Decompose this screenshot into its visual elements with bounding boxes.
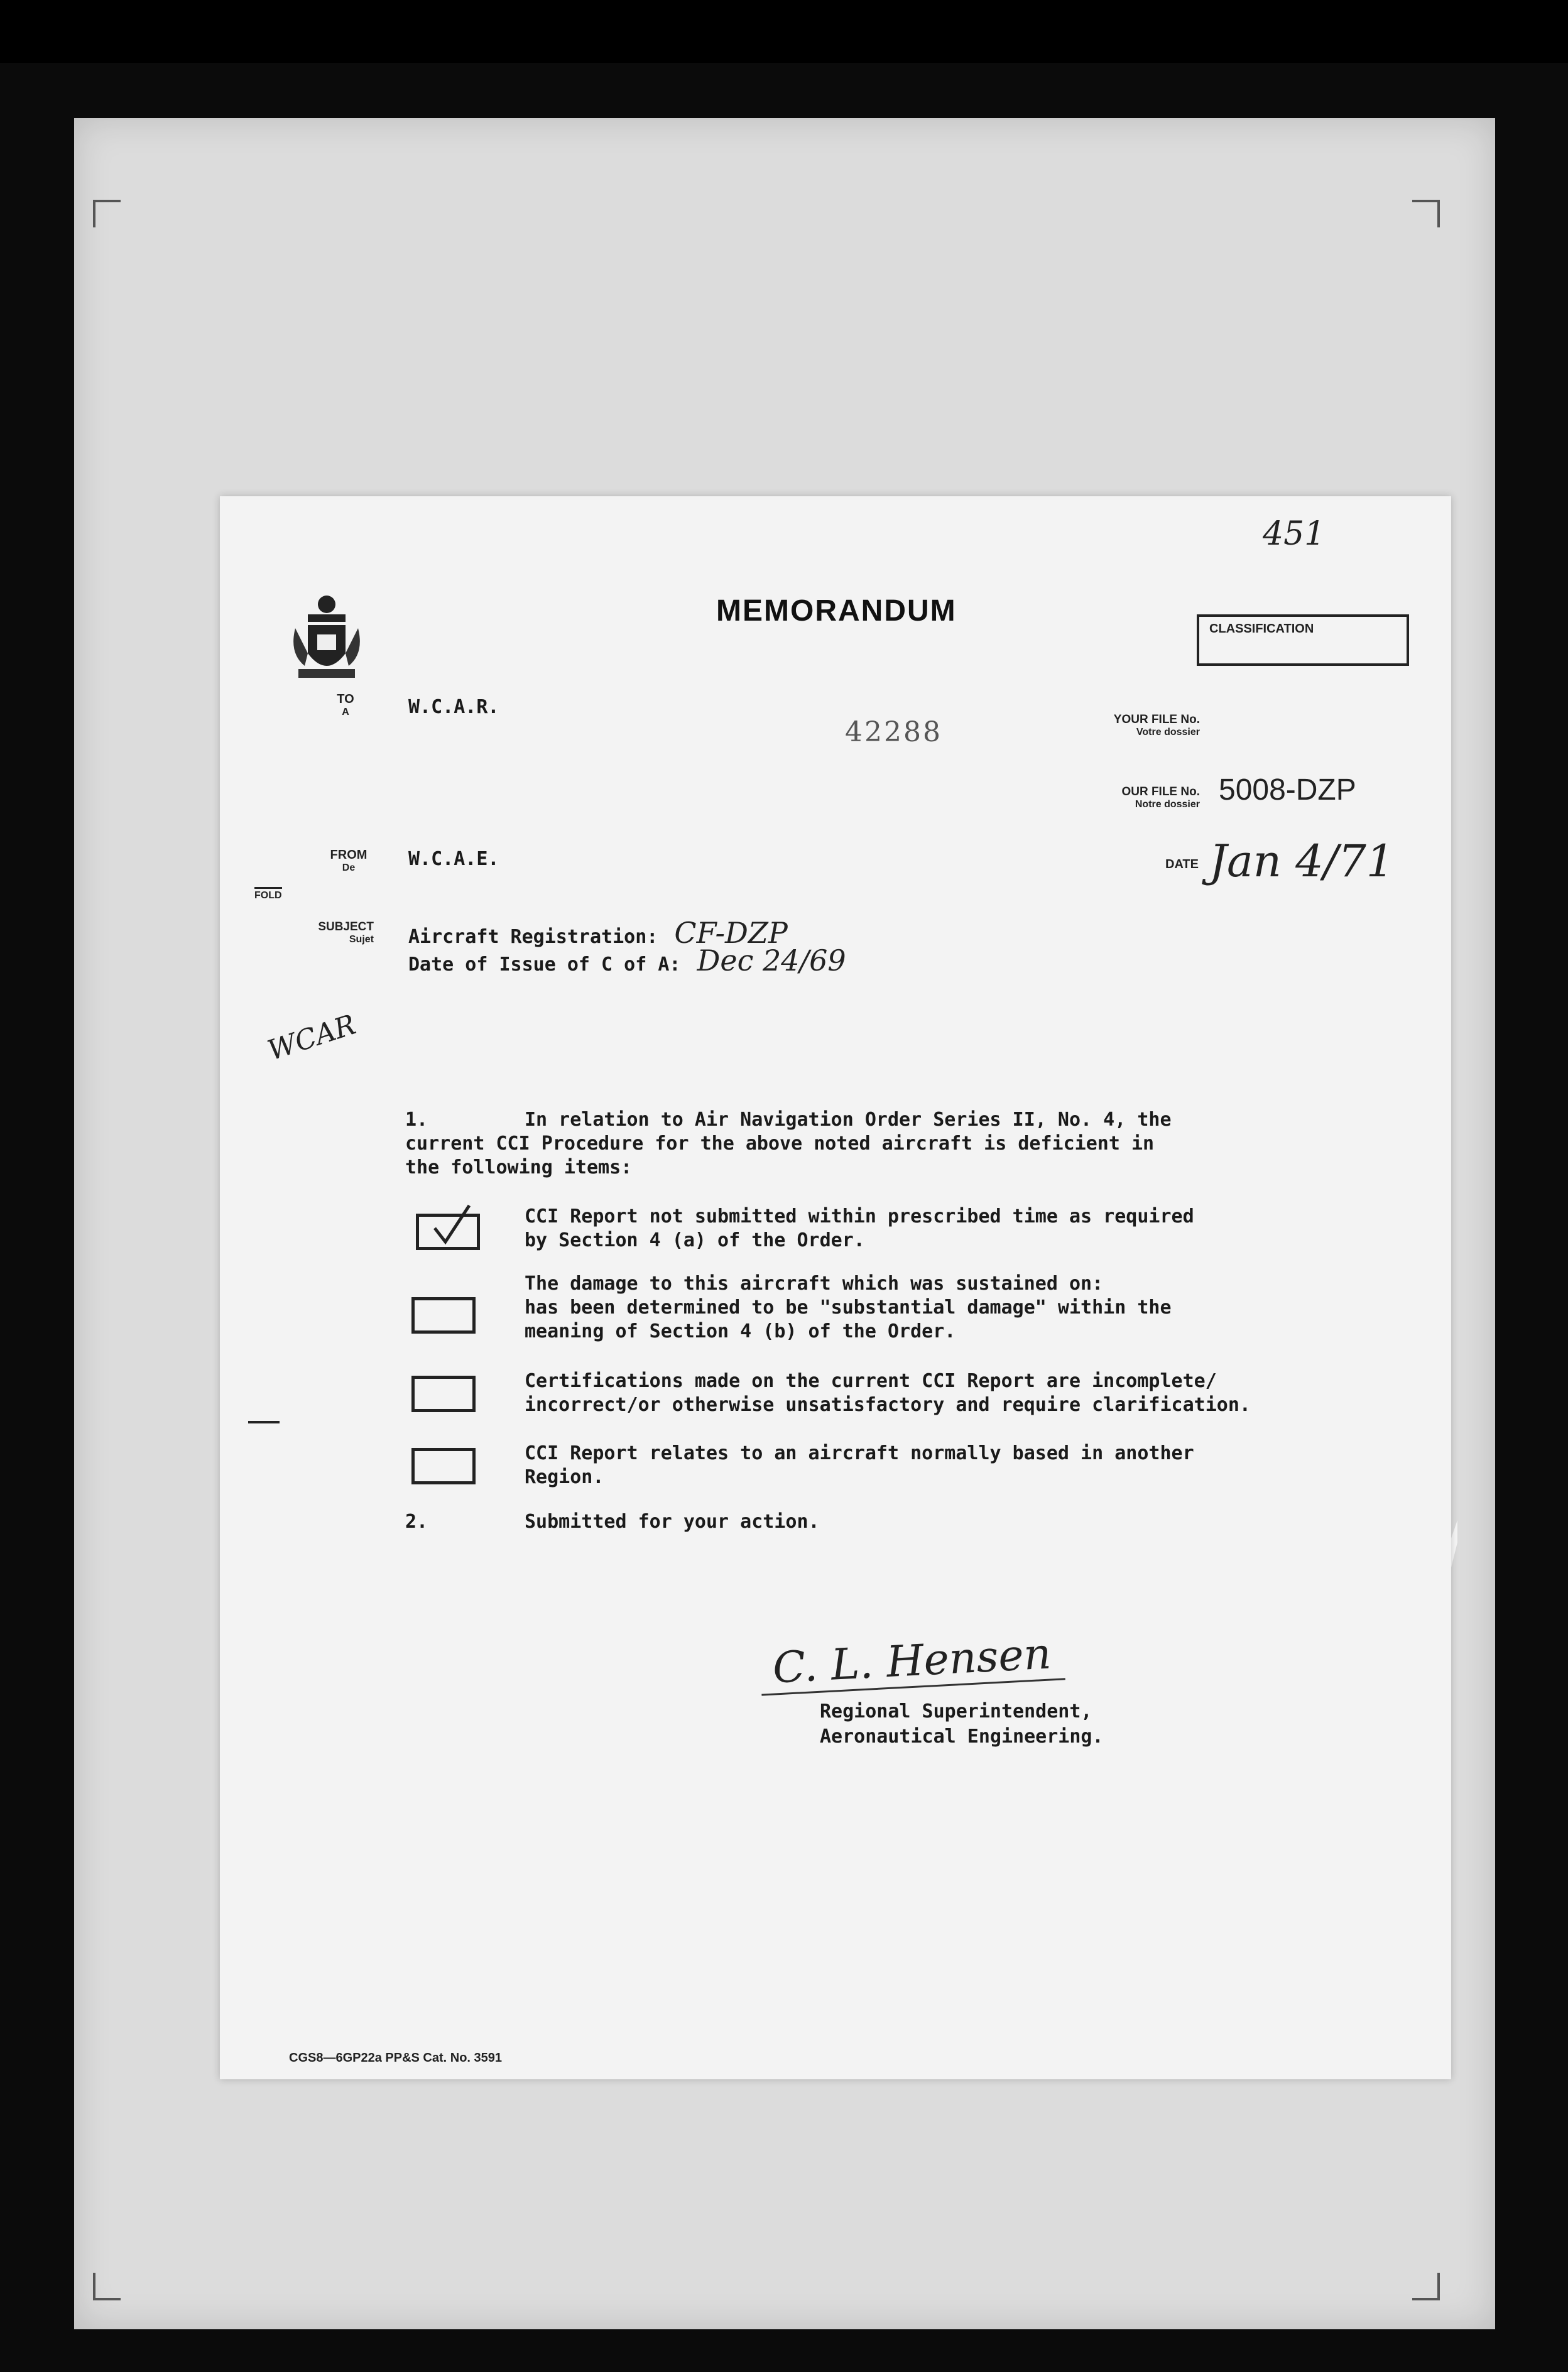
item-2-text: The damage to this aircraft which was sustained on: has been determined to be "substantial damage" within the meaning of Section 4 (b) of the Order.: [525, 1273, 1172, 1342]
classification-label: CLASSIFICATION: [1209, 622, 1314, 636]
para2-text: Submitted for your action.: [525, 1511, 820, 1533]
page-number: 451: [1263, 515, 1326, 553]
para2-number: 2.: [405, 1511, 428, 1533]
item-4-text: CCI Report relates to an aircraft normally based in another Region.: [525, 1442, 1194, 1488]
crop-mark: [1412, 2273, 1440, 2300]
subject-line-2: Date of Issue of C of A: Dec 24/69: [408, 944, 846, 977]
para1-number: 1.: [405, 1109, 428, 1131]
checkbox-item-4: [411, 1448, 476, 1484]
to-value: W.C.A.R.: [408, 696, 499, 718]
crop-mark: [1412, 200, 1440, 227]
checkbox-item-1: [416, 1214, 480, 1250]
to-label: TO A: [337, 692, 354, 717]
our-file-value: 5008-DZP: [1219, 773, 1356, 807]
crop-mark: [93, 2273, 121, 2300]
check-mark-icon: [419, 1217, 477, 1247]
your-file-label: YOUR FILE No. Votre dossier: [1113, 713, 1200, 737]
checkbox-item-2: [411, 1297, 476, 1334]
memo-title: MEMORANDUM: [716, 594, 957, 628]
subject-line-1: Aircraft Registration: CF-DZP: [408, 916, 788, 950]
date-label: DATE: [1165, 857, 1199, 871]
from-label: FROM De: [330, 848, 368, 873]
margin-note: WCAR: [264, 1008, 360, 1067]
registration-value: CF-DZP: [674, 916, 788, 950]
para1-line-1: In relation to Air Navigation Order Series II, No. 4, the: [525, 1109, 1172, 1131]
subject-label: SUBJECT Sujet: [318, 920, 374, 945]
checkbox-item-3: [411, 1376, 476, 1412]
memorandum-page: [220, 496, 1451, 2079]
from-value: W.C.A.E.: [408, 848, 499, 870]
issue-date-value: Dec 24/69: [697, 944, 846, 977]
date-value: Jan 4/71: [1209, 835, 1395, 887]
para1-line-2: current CCI Procedure for the above noted aircraft is deficient in: [405, 1133, 1155, 1155]
form-code: CGS8—6GP22a PP&S Cat. No. 3591: [289, 2051, 503, 2065]
our-file-label: OUR FILE No. Notre dossier: [1121, 785, 1200, 810]
item-3-text: Certifications made on the current CCI Report are incomplete/ incorrect/or otherwise unsatisfactory and require clarification.: [525, 1370, 1251, 1416]
film-edge: [0, 0, 1568, 63]
stamp-number: 42288: [845, 716, 942, 748]
signature-title: Regional Superintendent, Aeronautical Engineering.: [820, 1700, 1104, 1748]
classification-box: [1197, 614, 1409, 666]
para1-line-3: the following items:: [405, 1156, 633, 1178]
coat-of-arms-icon: [289, 590, 364, 685]
item-1-text: CCI Report not submitted within prescribed time as required by Section 4 (a) of the Order.: [525, 1205, 1194, 1251]
margin-mark: [248, 1421, 280, 1423]
fold-label: FOLD: [254, 887, 282, 901]
signature: C. L. Hensen: [759, 1628, 1065, 1695]
crop-mark: [93, 200, 121, 227]
